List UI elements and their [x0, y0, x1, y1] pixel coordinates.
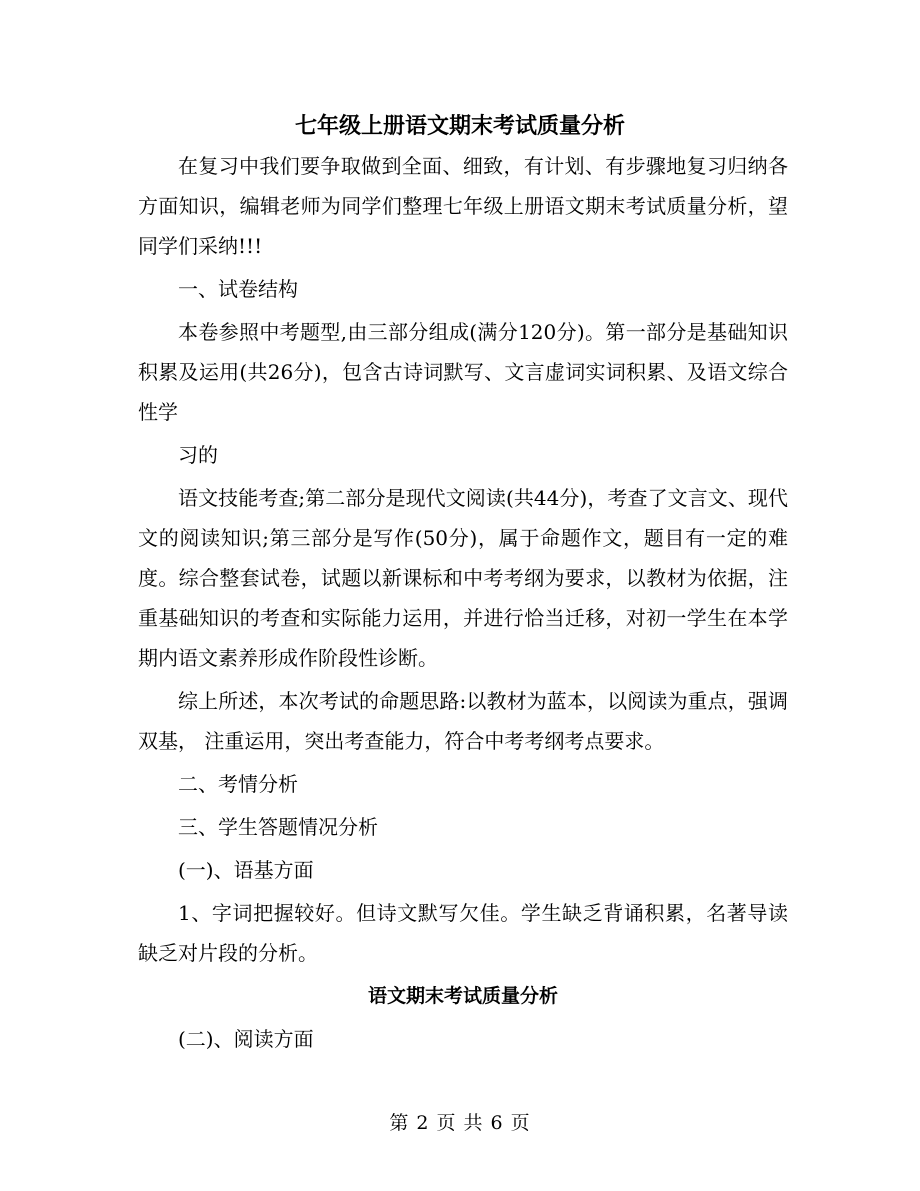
section-heading-structure: 一、试卷结构 — [178, 277, 298, 301]
subsection-heading-reading: (二)、阅读方面 — [178, 1027, 314, 1051]
page-number-footer: 第 2 页 共 6 页 — [389, 1112, 531, 1134]
paragraph-basics-detail: 1、字词把握较好。但诗文默写欠佳。学生缺乏背诵积累，名著导读缺乏对片段的分析。 — [138, 901, 788, 965]
document-body — [138, 146, 788, 1062]
paragraph-fragment: 习的 — [178, 443, 218, 467]
section-heading-exam-analysis: 二、考情分析 — [178, 772, 298, 796]
paragraph-structure: 本卷参照中考题型,由三部分组成(满分120分)。第一部分是基础知识积累及运用(共26分)，包含古诗词默写、文言虚词实词积累、及语文综合性学 — [138, 320, 788, 424]
paragraph-skills: 语文技能考查;第二部分是现代文阅读(共44分)，考查了文言文、现代文的阅读知识;第三部分是写作(50分)，属于命题作文，题目有一定的难度。综合整套试卷，试题以新课标和中考考纲为要求，以教材为依据，注重基础知识的考查和实际能力运用，并进行恰当迁移，对初一学生在本学期内语文素养形成作阶段性诊断。 — [138, 486, 788, 670]
document-title: 七年级上册语文期末考试质量分析 — [294, 113, 625, 139]
section-heading-student-answers: 三、学生答题情况分析 — [178, 815, 378, 839]
paragraph-summary: 综上所述，本次考试的命题思路:以教材为蓝本，以阅读为重点，强调双基， 注重运用，突出考查能力，符合中考考纲考点要求。 — [138, 689, 788, 753]
subheading-quality-analysis: 语文期末考试质量分析 — [367, 985, 558, 1007]
paragraph-intro: 在复习中我们要争取做到全面、细致，有计划、有步骤地复习归纳各方面知识，编辑老师为同学们整理七年级上册语文期末考试质量分析，望同学们采纳!!! — [138, 154, 788, 258]
subsection-heading-basics: (一)、语基方面 — [178, 858, 314, 882]
